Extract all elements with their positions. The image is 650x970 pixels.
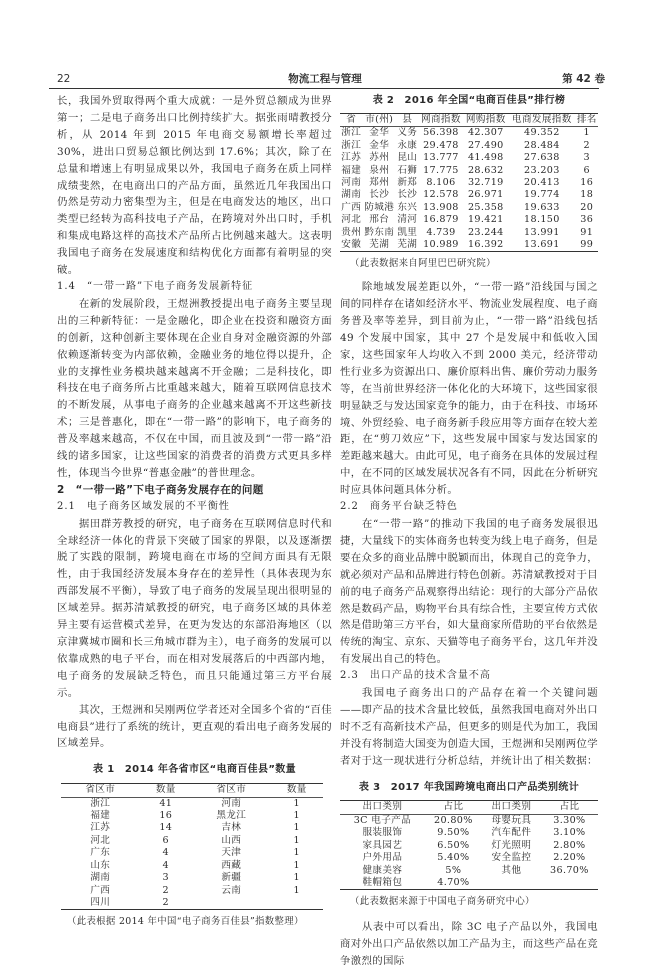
table2-cell: 25.358 [467, 201, 504, 213]
table2-caption: 表 2 2016 年全国“电商百佳县”排行榜 [372, 95, 566, 106]
table2-cell: 99 [580, 238, 594, 250]
table3-row [340, 865, 598, 877]
table2-cell: 27.490 [467, 139, 504, 151]
table2-header: 市(州) [365, 113, 394, 125]
table3-cell: 6.50% [437, 839, 470, 851]
table3-cell: 汽车配件 [491, 827, 532, 839]
table2-row [340, 189, 598, 201]
table2-cell: 8.106 [426, 176, 456, 188]
section-heading-2-1: 2.1 电子商务区域发展的不平衡性 [57, 500, 230, 512]
table2-row [340, 152, 598, 164]
table2-row [340, 227, 598, 239]
table3-cell: 3.10% [553, 827, 586, 839]
table1-cell: 6 [162, 834, 170, 846]
table2-cell: 26.971 [467, 189, 504, 201]
table3-row [340, 814, 598, 827]
table2-cell: 23.244 [467, 226, 504, 238]
table2-cell: 28.632 [467, 164, 504, 176]
table3-caption: 表 3 2017 年我国跨境电商出口产品类别统计 [358, 781, 580, 793]
table2-cell: 浙江 [341, 127, 362, 139]
table3-cell: 3C 电子产品 [353, 814, 412, 826]
table2-cell: 19.421 [467, 214, 504, 226]
table2-cell: 河南 [341, 176, 362, 188]
table3-cell: 5% [445, 864, 462, 876]
table2-cell: 义务 [397, 127, 418, 139]
table1-cell: 河南 [221, 797, 242, 809]
table1-cell: 4 [162, 847, 170, 859]
table2-cell: 金华 [369, 127, 390, 139]
table2-cell: 2 [583, 139, 590, 151]
table1-cell: 广西 [90, 884, 111, 896]
table2-cell: 29.478 [423, 139, 459, 151]
paragraph: 从表中可以看出，除 3C 电子产品以外，我国电商对外出口产品依然以加工产品为主，而这些产品在竞争激烈的国际 [340, 921, 598, 968]
table2-cell: 16.392 [467, 238, 504, 250]
table2-cell: 长沙 [369, 189, 390, 201]
table3-cell: 20.80% [434, 814, 473, 826]
table3-cell: 鞋帽箱包 [362, 876, 403, 888]
table2-cell: 13.991 [524, 226, 560, 238]
table1-cell: 湖南 [90, 872, 111, 884]
table2-row [340, 202, 598, 214]
table2-header: 网商指数 [421, 113, 461, 125]
table1-cell: 1 [293, 847, 301, 859]
table1-cell: 云南 [221, 884, 242, 896]
table1-cell: 山东 [90, 859, 111, 871]
table1-row [61, 835, 323, 847]
table2-header: 省 [346, 113, 357, 125]
table1-cell: 广东 [90, 847, 111, 859]
table1-row [61, 847, 323, 859]
table2-cell: 41.498 [467, 152, 504, 164]
table1-cell: 1 [293, 810, 301, 822]
table2-cell: 泉州 [369, 164, 390, 176]
paragraph: 据田群芳教授的研究，电子商务在互联网信息时代和全球经济一体化的背景下突破了国家的界限，以及逐渐摆脱了实践的限制，跨境电商在市场的空间方面具有无限性，由于我国经济发展本身存在的差异性（具体表现为东西部发展不平衡），导致了电子商务的发展呈现出很明显的区域差异。据苏清斌教授的研究，电子商务区域的具体差异主要有运营模式差异，在更为发达的东部沿海地区（以京津冀城市圈和长三角城市群为主），电子商务的发展可以依靠成熟的电子平台，而在相对发展落后的中西部内地，电子商务的发展缺乏特色，而且只能通过第三方平台展示。 [57, 517, 332, 699]
table1-cell: 江苏 [90, 822, 111, 834]
page-number: 22 [57, 73, 71, 85]
section-heading-2-2: 2.2 商务平台缺乏特色 [340, 501, 458, 513]
table3-cell: 家具园艺 [362, 839, 403, 851]
table1-cell: 山西 [221, 834, 242, 846]
table1-header: 数量 [286, 784, 307, 796]
table2-cell: 昆山 [397, 152, 418, 164]
table2-cell: 19.633 [524, 201, 560, 213]
table1-row [61, 885, 323, 897]
table2-cell: 3 [583, 152, 590, 164]
table2-cell: 芜湖 [397, 238, 418, 250]
table3-header: 出口类别 [362, 801, 403, 813]
section-heading-2-3: 2.3 出口产品的技术含量不高 [340, 670, 491, 682]
table1-cell: 福建 [90, 810, 111, 822]
table2-cell: 永康 [397, 139, 418, 151]
table3-row [340, 852, 598, 864]
section-heading-1-4: 1.4 “一带一路”下电子商务发展新特征 [57, 280, 254, 292]
table3-cell: 5.40% [437, 852, 470, 864]
table2-cell: 1 [583, 127, 590, 139]
table3-header: 出口类别 [491, 801, 532, 813]
table1-cell: 天津 [221, 847, 242, 859]
table1-cell: 1 [293, 834, 301, 846]
table3-cell: 4.70% [437, 876, 470, 888]
table1-cell: 41 [159, 797, 173, 809]
table2-header: 网购指数 [465, 113, 506, 125]
table2-cell: 13.691 [524, 238, 560, 250]
table1-cell: 2 [162, 896, 170, 908]
table2-cell: 广西 [341, 201, 362, 213]
table1-header: 数量 [155, 784, 176, 796]
table2-cell: 河北 [341, 214, 362, 226]
table1-cell: 1 [293, 822, 301, 834]
table2-cell: 28.484 [524, 139, 560, 151]
table3-note: （此表数据来源于中国电子商务研究中心） [350, 896, 535, 908]
right-column [340, 93, 598, 970]
table1-note: （此表根据 2014 年中国“电子商务百佳县”指数整理） [67, 916, 304, 928]
table2-cell: 黔东南 [364, 226, 395, 238]
table2-cell: 郑州 [369, 176, 390, 188]
table2-cell: 13.777 [423, 152, 459, 164]
paragraph: 除地域发展差距以外，“一带一路”沿线国与国之间的同样存在诸如经济水平、物流业发展程度、电子商务普及率等差异，到目前为止，“一带一路”沿线包括 49 个发展中国家，其中 27 个是发展中和低收入国家，这些国家年人均收入不到 2000 美元，经济带动性行业多为资源出口、廉价原料出售、廉价劳动力服务等，在当前世界经济一体化化的大环境下，这些国家很明显缺乏与发达国家竞争的能力，由于在科技、市场环境、外贸经验、电子商务新手段应用等方面存在较大差距，在“剪刀效应”下，这些发展中国家与发达国家的差距越来越大。由此可见，电子商务在具体的发展过程中，在不同的区域发展状况各有不同，因此在分析研究时应具体问题具体分析。 [340, 281, 598, 497]
volume-label: 第 42 卷 [562, 73, 605, 85]
table2-row [340, 239, 598, 252]
table2-cell: 凯里 [397, 226, 418, 238]
table3-cell: 健康美容 [362, 864, 403, 876]
table2-cell: 清河 [397, 214, 418, 226]
table1-cell: 14 [159, 822, 173, 834]
table2-cell: 18.150 [524, 214, 560, 226]
table2-cell: 10.989 [423, 238, 459, 250]
table2-cell: 27.638 [524, 152, 560, 164]
table2-cell: 91 [580, 226, 594, 238]
table2-header: 排名 [576, 113, 597, 125]
table2-cell: 20.413 [524, 176, 560, 188]
table1-header: 省区市 [216, 784, 247, 796]
table3-cell: 其他 [501, 864, 522, 876]
table2-note: （此表数据来自阿里巴巴研究院） [350, 258, 496, 270]
table2-cell: 苏州 [369, 152, 390, 164]
table1-cell: 1 [293, 872, 301, 884]
table3-cell: 母婴玩具 [491, 814, 532, 826]
table2-row [340, 127, 598, 140]
table2-cell: 防城港 [364, 201, 395, 213]
paragraph: 长，我国外贸取得两个重大成就：一是外贸总额成为世界第一；二是电子商务出口比例持续扩大。据张雨晴教授分析，从 2014 年到 2015 年电商交易额增长率超过 30%，进出口贸易总额比例达到 17.6%；其次，除了在总量和增速上有明显成果以外，我国电子商务在质上同样成绩斐然，在电商出口的产品方面，虽然近几年我国出口仍然是劳动力密集型为主，但是在电商发达的地区，出口类型已经转为高科技电子产品，在跨境对外出口时，手机和集成电路这样的高技术产品所占比例越来越大。这表明我国电子商务在发展速度和结构优化方面都有着明显的突破。 [57, 95, 332, 277]
table1-row [61, 822, 323, 834]
paragraph: 其次，王煜洲和吴刚两位学者还对全国多个省的“百佳电商县”进行了系统的统计，更直观的看出电子商务发展的区域差异。 [57, 703, 332, 750]
table1-cell: 吉林 [221, 822, 242, 834]
table2-cell: 4.739 [426, 226, 456, 238]
table2-cell: 东兴 [397, 201, 418, 213]
paragraph: 在新的发展阶段，王煜洲教授提出电子商务主要呈现出的三种新特征：一是金融化，即企业在投资和融资方面的创新，这种创新主要体现在企业自身对金融资源的外部依赖逐渐转变为内部依赖，金融业务的地位得以提升，企业的支撑性业务模块越来越离不开金融；二是科技化，即科技在电子商务所占比重越来越大，随着互联网信息技术的不断发展，从事电子商务的企业越来越离不开这些新技术；三是普惠化，即在“一带一路”的影响下，电子商务的普及率越来越高，不仅在中国，而且波及到“一带一路”沿线的诸多国家，让这些国家的消费者的消费方式更具多样性，体现当今世界“普惠金融”的普世理念。 [57, 297, 332, 479]
table2-cell: 福建 [341, 164, 362, 176]
table1-cell: 四川 [90, 896, 111, 908]
table2-cell: 金华 [369, 139, 390, 151]
table2-cell: 湖南 [341, 189, 362, 201]
table1-cell: 1 [293, 884, 301, 896]
table2-cell: 36 [580, 214, 594, 226]
table3-cell: 9.50% [437, 827, 470, 839]
table1-row [61, 810, 323, 822]
table2-cell: 19.774 [524, 189, 560, 201]
table3-cell: 户外用品 [362, 852, 403, 864]
table2-cell: 12.578 [423, 189, 459, 201]
table2-cell: 17.775 [423, 164, 459, 176]
table1 [61, 783, 323, 910]
table1-cell [192, 897, 271, 910]
table1-cell: 4 [162, 859, 170, 871]
table2-cell: 长沙 [397, 189, 418, 201]
table2-cell: 42.307 [467, 127, 504, 139]
table1-header: 省区市 [85, 784, 116, 796]
table1-cell: 河北 [90, 834, 111, 846]
table2-cell: 浙江 [341, 139, 362, 151]
table3-cell: 2.20% [553, 852, 586, 864]
table2-cell: 32.719 [467, 176, 504, 188]
paragraph: 我国电子商务出口的产品存在着一个关键问题——即产品的技术含量比较低，虽然我国电商对外出口时不乏有高新技术产品，但更多的则是代为加工，我国并没有将制造大国变为创造大国，王煜洲和吴刚两位学者对于这一现状进行分析总结，并统计出了相关数据： [340, 687, 598, 767]
table3-cell: 36.70% [550, 864, 589, 876]
section-heading-2: 2 “一带一路”下电子商务发展存在的问题 [57, 483, 264, 496]
table2-header: 电商发展指数 [512, 113, 572, 125]
table1-row [61, 860, 323, 872]
table1-cell: 新疆 [221, 872, 242, 884]
table1-caption: 表 1 2014 年各省市区“电商百佳县”数量 [93, 764, 296, 776]
table2-cell: 安徽 [341, 238, 362, 250]
table2-cell: 16.879 [423, 214, 459, 226]
table1-cell: 3 [162, 872, 170, 884]
header-rule [49, 88, 599, 89]
table2-row [340, 214, 598, 226]
table3 [340, 800, 598, 890]
journal-title: 物流工程与管理 [288, 73, 362, 85]
table2-row [340, 165, 598, 177]
table2-cell: 石狮 [397, 164, 418, 176]
table2-row [340, 140, 598, 152]
table3-cell: 3.30% [553, 814, 586, 826]
table3-cell: 灯光照明 [491, 839, 532, 851]
table2-cell: 49.352 [524, 127, 560, 139]
table1-row [61, 872, 323, 884]
table3-header: 占比 [559, 801, 580, 813]
table2-cell: 芜湖 [369, 238, 390, 250]
table1-cell: 浙江 [90, 797, 111, 809]
table1-row [61, 797, 323, 810]
table1-cell: 1 [293, 859, 301, 871]
table2-cell: 邢台 [369, 214, 390, 226]
table2-cell: 18 [580, 189, 594, 201]
table2-cell: 23.203 [524, 164, 560, 176]
table2-cell: 6 [583, 164, 590, 176]
table3-row [340, 827, 598, 839]
table2-cell: 13.908 [423, 201, 459, 213]
table2-cell: 16 [580, 176, 594, 188]
table3-row [340, 840, 598, 852]
table2-cell: 贵州 [341, 226, 362, 238]
table2 [340, 113, 598, 252]
table2-cell: 20 [580, 201, 594, 213]
table1-cell [271, 897, 323, 910]
table1-cell: 1 [293, 797, 301, 809]
table1-cell: 西藏 [221, 859, 242, 871]
table2-row [340, 177, 598, 189]
table3-cell: 安全监控 [491, 852, 532, 864]
table1-cell: 16 [159, 810, 173, 822]
table1-cell: 2 [162, 884, 170, 896]
table1-cell: 黑龙江 [216, 810, 247, 822]
table1-row [61, 897, 323, 910]
table3-header: 占比 [443, 801, 464, 813]
table2-cell: 江苏 [341, 152, 362, 164]
table3-cell: 2.80% [553, 839, 586, 851]
table2-cell: 56.398 [423, 127, 459, 139]
table2-cell: 新郑 [397, 176, 418, 188]
paragraph: 在“一带一路”的推动下我国的电子商务发展很迅捷，大量线下的实体商务也转变为线上电子商务，但是要在众多的商业品牌中脱颖而出，体现自己的竞争力，就必须对产品和品牌进行特色创新。苏清斌教授对于目前的电子商务产品观察得出结论：现行的大部分产品依然是数码产品，购物平台具有综合性，主要宣传方式依然是借助第三方平台，如大量商家所借助的平台依然是传统的淘宝、京东、天猫等电子商务平台，这几年并没有发展出自己的特色。 [340, 517, 598, 666]
table2-header: 县 [402, 113, 413, 125]
left-column [57, 93, 332, 931]
table3-cell: 服装服饰 [362, 827, 403, 839]
